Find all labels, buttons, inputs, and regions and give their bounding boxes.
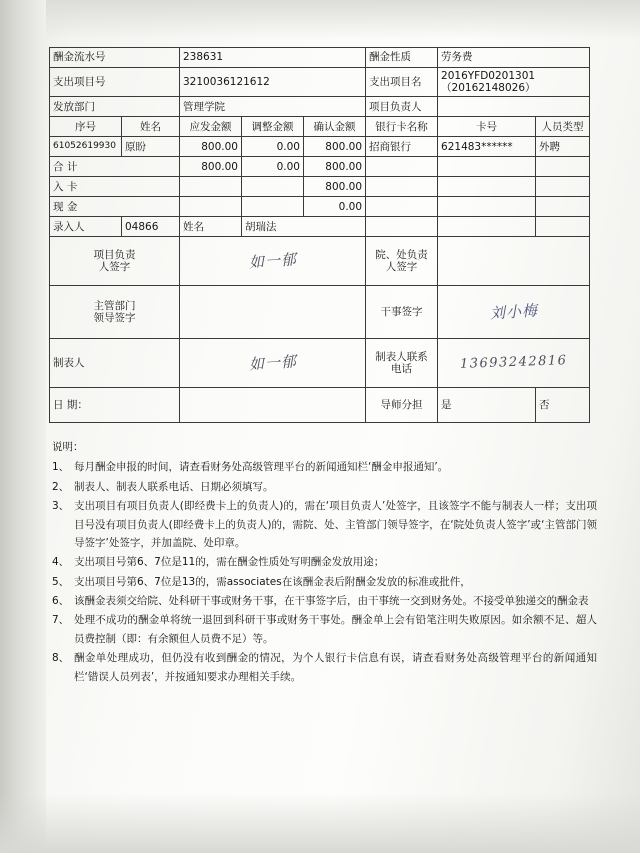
preparer-phone-value — [438, 339, 590, 388]
note-number: 2、 — [52, 480, 70, 493]
project-leader-sign-value — [180, 237, 366, 286]
cell-card-no: 621483****** — [438, 137, 536, 157]
total-blank-2 — [438, 157, 536, 177]
preparer-value — [180, 339, 366, 388]
paper-left-shading — [0, 0, 46, 853]
note-item — [52, 497, 597, 552]
serial-value: 238631 — [180, 48, 366, 68]
card-confirm: 800.00 — [304, 177, 366, 197]
note-text: 每月酬金申报的时间，请查看财务处高级管理平台的新闻通知栏‘酬金申报通知’。 — [74, 461, 449, 474]
card-blank-2 — [438, 177, 536, 197]
phone-label-line-a: 制表人联系 — [375, 351, 428, 364]
project-leader-value — [438, 97, 590, 117]
date-value — [180, 388, 366, 423]
note-number: 6、 — [52, 595, 70, 607]
th-name: 姓名 — [122, 117, 180, 137]
dept-label-line-a: 主管部门 — [93, 300, 136, 313]
notes-title: 说明： — [52, 441, 84, 453]
note-text: 制表人、制表人联系电话、日期必须填写。 — [74, 480, 274, 493]
operator-code: 04866 — [122, 217, 180, 237]
th-payable: 应发金额 — [180, 117, 242, 137]
th-adjust: 调整金额 — [242, 117, 304, 137]
note-number: 8、 — [52, 652, 70, 665]
total-blank-1 — [366, 157, 438, 177]
project-name-value: 2016YFD0201301（20162148026） — [438, 68, 590, 97]
table-header-row — [50, 117, 590, 137]
date-label: 日 期： — [50, 388, 180, 423]
operator-blank-1 — [366, 217, 438, 237]
card-adjust — [242, 177, 304, 197]
handwriting-phone: 13693242816 — [459, 352, 568, 372]
preparer-label: 制表人 — [50, 339, 180, 388]
cell-bank-name: 招商银行 — [366, 137, 438, 157]
th-card-no: 卡号 — [438, 117, 536, 137]
th-index: 序号 — [50, 117, 122, 137]
total-adjust: 0.00 — [242, 157, 304, 177]
note-number: 1、 — [52, 461, 70, 474]
dept-head-sign-label — [50, 286, 180, 339]
cell-payable: 800.00 — [180, 137, 242, 157]
cell-person-type: 外聘 — [536, 137, 590, 157]
th-person-type: 人员类型 — [536, 117, 590, 137]
preparer-phone-label — [366, 339, 438, 388]
note-text: 酬金单处理成功，但仍没有收到酬金的情况，为个人银行卡信息有误，请查看财务处高级管理平台的新闻通知栏‘错误人员列表’，并按通知要求办理相关手续。 — [74, 652, 597, 683]
operator-label: 录入人 — [50, 217, 122, 237]
nature-label: 酬金性质 — [366, 48, 438, 68]
cash-blank-3 — [536, 197, 590, 217]
total-blank-3 — [536, 157, 590, 177]
cash-adjust — [242, 197, 304, 217]
note-item — [52, 553, 597, 571]
note-number: 3、 — [52, 500, 70, 513]
th-bank-name: 银行卡名称 — [366, 117, 438, 137]
card-payable — [180, 177, 242, 197]
handwriting-clerk: 刘小梅 — [488, 300, 539, 323]
dept-label: 发放部门 — [50, 97, 180, 117]
signature-row-project-leader — [50, 237, 590, 286]
note-text: 该酬金表须交给院、处科研干事或财务干事，在干事签字后，由干事统一交到财务处。不接受单独递交的酬金表 — [74, 595, 589, 607]
cash-blank-1 — [366, 197, 438, 217]
total-payable: 800.00 — [180, 157, 242, 177]
cash-confirm: 0.00 — [304, 197, 366, 217]
college-leader-sign-label — [366, 237, 438, 286]
paper-bottom-shading — [0, 793, 640, 853]
note-text: 支出项目有项目负责人(即经费卡上的负责人)的，需在‘项目负责人’处签字，且该签字不能与制表人一样；支出项目号没有项目负责人(即经费卡上的负责人)的，需院、处、主管部门领导签字，在‘院处负责人签字’或‘主管部门领导签字’处签字，并加盖院、处印章。 — [74, 500, 597, 549]
phone-label-line-b: 电话 — [391, 363, 413, 376]
operator-name-label: 姓名 — [180, 217, 242, 237]
cell-adjust: 0.00 — [242, 137, 304, 157]
dept-label-line-b: 领导签字 — [93, 312, 136, 325]
signature-row-preparer — [50, 339, 590, 388]
note-text: 支出项目号第6、7位是11的，需在酬金性质处写明酬金发放用途； — [74, 556, 385, 569]
table-row — [50, 68, 590, 97]
tutor-share-label: 导师分担 — [366, 388, 438, 423]
paper-top-shading — [0, 0, 640, 40]
cell-index: 61052619930 — [50, 137, 122, 157]
college-label-line-a: 院、处负责 — [375, 249, 428, 262]
college-label-line-b: 人签字 — [385, 261, 418, 274]
note-item — [52, 611, 597, 648]
handwriting-preparer: 如一郁 — [247, 351, 298, 374]
dept-value: 管理学院 — [180, 97, 366, 117]
note-item — [52, 649, 597, 686]
clerk-sign-label: 干事签字 — [366, 286, 438, 339]
note-text: 处理不成功的酬金单将统一退回到科研干事或财务干事处。酬金单上会有铅笔注明失败原因。如余额不足、超人员费控制（即：有余额但人员费不足）等。 — [74, 614, 597, 645]
th-confirm: 确认金额 — [304, 117, 366, 137]
project-leader-label: 项目负责人 — [366, 97, 438, 117]
tutor-share-yes: 是 — [438, 388, 536, 423]
note-item — [52, 458, 597, 476]
serial-label: 酬金流水号 — [50, 48, 180, 68]
expense-item-label: 支出项目号 — [50, 68, 180, 97]
card-blank-1 — [366, 177, 438, 197]
tutor-share-no: 否 — [536, 388, 590, 423]
table-row-operator — [50, 217, 590, 237]
project-leader-sign-label — [50, 237, 180, 286]
note-text: 支出项目号第6、7位是13的，需associates在该酬金表后附酬金发放的标准或批件， — [74, 575, 471, 588]
sign-label-line-a: 项目负责 — [93, 249, 136, 262]
card-blank-3 — [536, 177, 590, 197]
signature-row-date — [50, 388, 590, 423]
college-leader-sign-value — [438, 237, 590, 286]
table-row-total — [50, 157, 590, 177]
note-item — [52, 478, 597, 496]
note-item — [52, 573, 597, 591]
signature-row-dept-head — [50, 286, 590, 339]
operator-name-value: 胡瑞法 — [242, 217, 366, 237]
table-row — [50, 97, 590, 117]
dept-head-sign-value — [180, 286, 366, 339]
table-row — [50, 48, 590, 68]
note-number: 5、 — [52, 575, 70, 588]
remuneration-form — [49, 47, 589, 423]
note-number: 7、 — [52, 614, 70, 627]
nature-value: 劳务费 — [438, 48, 590, 68]
table-row-card — [50, 177, 590, 197]
handwriting-project-leader: 如一郁 — [247, 249, 298, 272]
notes-section — [52, 438, 597, 687]
clerk-sign-value — [438, 286, 590, 339]
table-row-cash — [50, 197, 590, 217]
cash-blank-2 — [438, 197, 536, 217]
cash-payable — [180, 197, 242, 217]
note-number: 4、 — [52, 556, 70, 569]
expense-item-value: 3210036121612 — [180, 68, 366, 97]
operator-blank-2 — [438, 217, 536, 237]
note-item — [52, 592, 597, 610]
total-label: 合 计 — [50, 157, 180, 177]
project-name-label: 支出项目名 — [366, 68, 438, 97]
operator-blank-3 — [536, 217, 590, 237]
cell-confirm: 800.00 — [304, 137, 366, 157]
cash-label: 现 金 — [50, 197, 180, 217]
table-row — [50, 137, 590, 157]
total-confirm: 800.00 — [304, 157, 366, 177]
form-table — [49, 47, 590, 423]
sign-label-line-b: 人签字 — [98, 261, 131, 274]
card-label: 入 卡 — [50, 177, 180, 197]
cell-name: 原盼 — [122, 137, 180, 157]
